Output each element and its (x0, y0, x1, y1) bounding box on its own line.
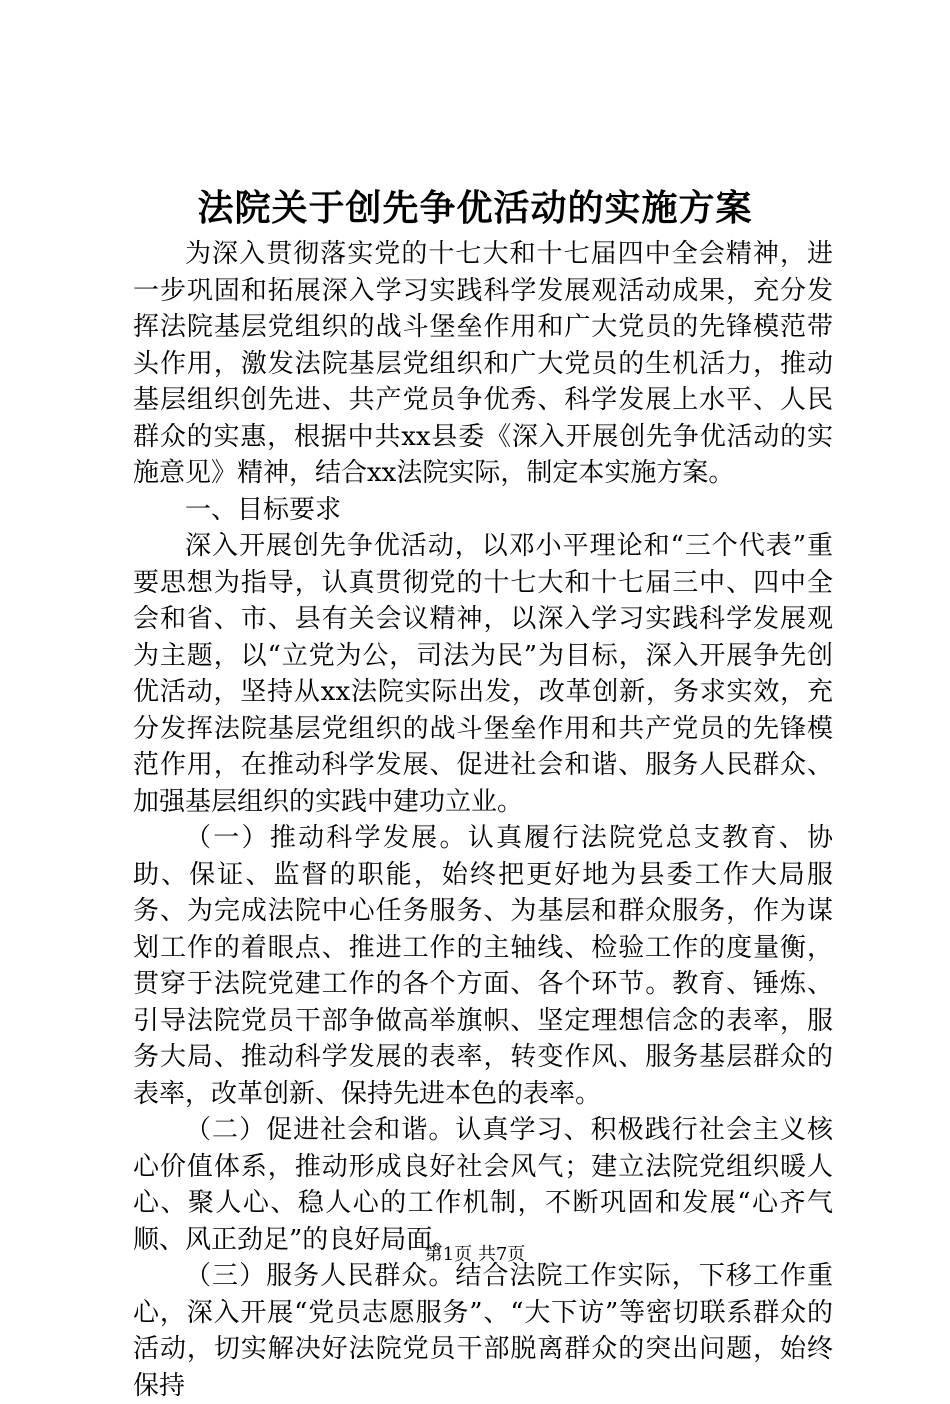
paragraph-item-1: （一）推动科学发展。认真履行法院党总支教育、协助、保证、监督的职能，始终把更好地为县委工作大局服务、为完成法院中心任务服务、为基层和群众服务，作为谋划工作的着眼点、推进工作的主轴线、检验工作的度量衡，贯穿于法院党建工作的各个方面、各个环节。教育、锤炼、引导法院党员干部争做高举旗帜、坚定理想信念的表率，服务大局、推动科学发展的表率，转变作风、服务基层群众的表率，改革创新、保持先进本色的表率。 (133, 823, 833, 1109)
paragraph-item-2: （二）促进社会和谐。认真学习、积极践行社会主义核心价值体系，推动形成良好社会风气；建立法院党组织暖人心、聚人心、稳人心的工作机制，不断巩固和发展“心齐气顺、风正劲足”的良好局面。 (133, 1115, 833, 1255)
document-body (133, 236, 833, 1404)
paragraph-intro: 为深入贯彻落实党的十七大和十七届四中全会精神，进一步巩固和拓展深入学习实践科学发展观活动成果，充分发挥法院基层党组织的战斗堡垒作用和广大党员的先锋模范带头作用，激发法院基层党组织和广大党员的生机活力，推动基层组织创先进、共产党员争优秀、科学发展上水平、人民群众的实惠，根据中共xx县委《深入开展创先争优活动的实施意见》精神，结合xx法院实际，制定本实施方案。 (133, 239, 833, 488)
document-title: 法院关于创先争优活动的实施方案 (197, 187, 753, 229)
page-number-footer: 第1页 共7页 (424, 1244, 526, 1265)
paragraph-goals: 深入开展创先争优活动，以邓小平理论和“三个代表”重要思想为指导，认真贯彻党的十七大和十七届三中、四中全会和省、市、县有关会议精神，以深入学习实践科学发展观为主题，以“立党为公，司法为民”为目标，深入开展争先创优活动，坚持从xx法院实际出发，改革创新，务求实效，充分发挥法院基层党组织的战斗堡垒作用和共产党员的先锋模范作用，在推动科学发展、促进社会和谐、服务人民群众、加强基层组织的实践中建功立业。 (133, 531, 833, 817)
paragraph-item-3: （三）服务人民群众。结合法院工作实际，下移工作重心，深入开展“党员志愿服务”、“大下访”等密切联系群众的活动，切实解决好法院党员干部脱离群众的突出问题，始终保持 (133, 1261, 833, 1401)
section-heading-goals: 一、目标要求 (185, 494, 342, 525)
